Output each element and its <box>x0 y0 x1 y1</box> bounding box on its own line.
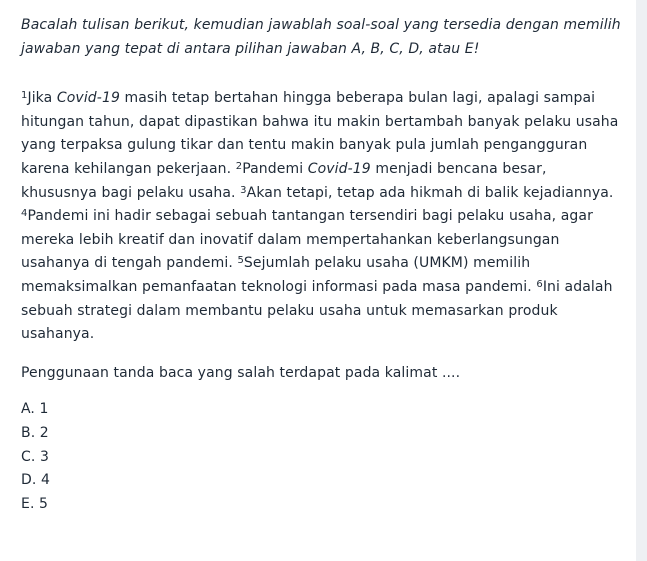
sentence-1-part-b: masih tetap bertahan hingga beberapa bulan lagi, apalagi sampai hitungan tahun, dapat dipastikan bahwa itu makin bertambah banyak pelaku usaha yang terpaksa gulung tikar dan tentu makin banyak pula jumlah pengangguran karena kehilangan pekerjaan. <box>21 90 619 177</box>
option-c[interactable]: C. 3 <box>21 448 49 465</box>
sentence-number-2: 2 <box>235 160 243 172</box>
instruction-text: Bacalah tulisan berikut, kemudian jawablah soal-soal yang tersedia dengan memilih jawaban yang tepat di antara pilihan jawaban A, B, C, D, atau E! <box>21 17 621 57</box>
sentence-number-4: 4 <box>21 208 28 220</box>
sentence-1-part-a: Jika <box>27 90 57 107</box>
reading-passage <box>21 87 621 347</box>
question-text: Penggunaan tanda baca yang salah terdapat pada kalimat .... <box>21 364 461 381</box>
option-d[interactable]: D. 4 <box>21 472 50 489</box>
sentence-5: Sejumlah pelaku usaha (UMKM) memilih memaksimalkan pemanfaatan teknologi informasi pada masa pandemi. <box>21 255 537 295</box>
sentence-number-6: 6 <box>536 278 543 290</box>
option-e[interactable]: E. 5 <box>21 495 49 512</box>
option-b[interactable]: B. 2 <box>21 424 49 441</box>
scrollbar-track[interactable] <box>636 0 647 561</box>
answer-options <box>21 398 621 516</box>
sentence-number-1: 1 <box>21 90 28 102</box>
sentence-4: Pandemi ini hadir sebagai sebuah tantangan tersendiri bagi pelaku usaha, agar mereka lebih kreatif dan inovatif dalam mempertahankan keberlangsungan usahanya di tengah pandemi. <box>21 208 593 272</box>
option-a[interactable]: A. 1 <box>21 401 49 418</box>
sentence-number-3: 3 <box>240 184 247 196</box>
sentence-2-term: Covid-19 <box>307 160 371 177</box>
sentence-3: Akan tetapi, tetap ada hikmah di balik kejadiannya. <box>246 184 614 201</box>
sentence-1-term: Covid-19 <box>56 90 120 107</box>
sentence-2-part-a: Pandemi <box>242 160 308 177</box>
question-container <box>21 14 621 516</box>
sentence-2-part-b: menjadi bencana besar, khususnya bagi pelaku usaha. <box>21 160 547 201</box>
sentence-number-5: 5 <box>237 255 244 267</box>
sentence-6: Ini adalah sebuah strategi dalam membantu pelaku usaha untuk memasarkan produk usahanya. <box>21 278 613 343</box>
